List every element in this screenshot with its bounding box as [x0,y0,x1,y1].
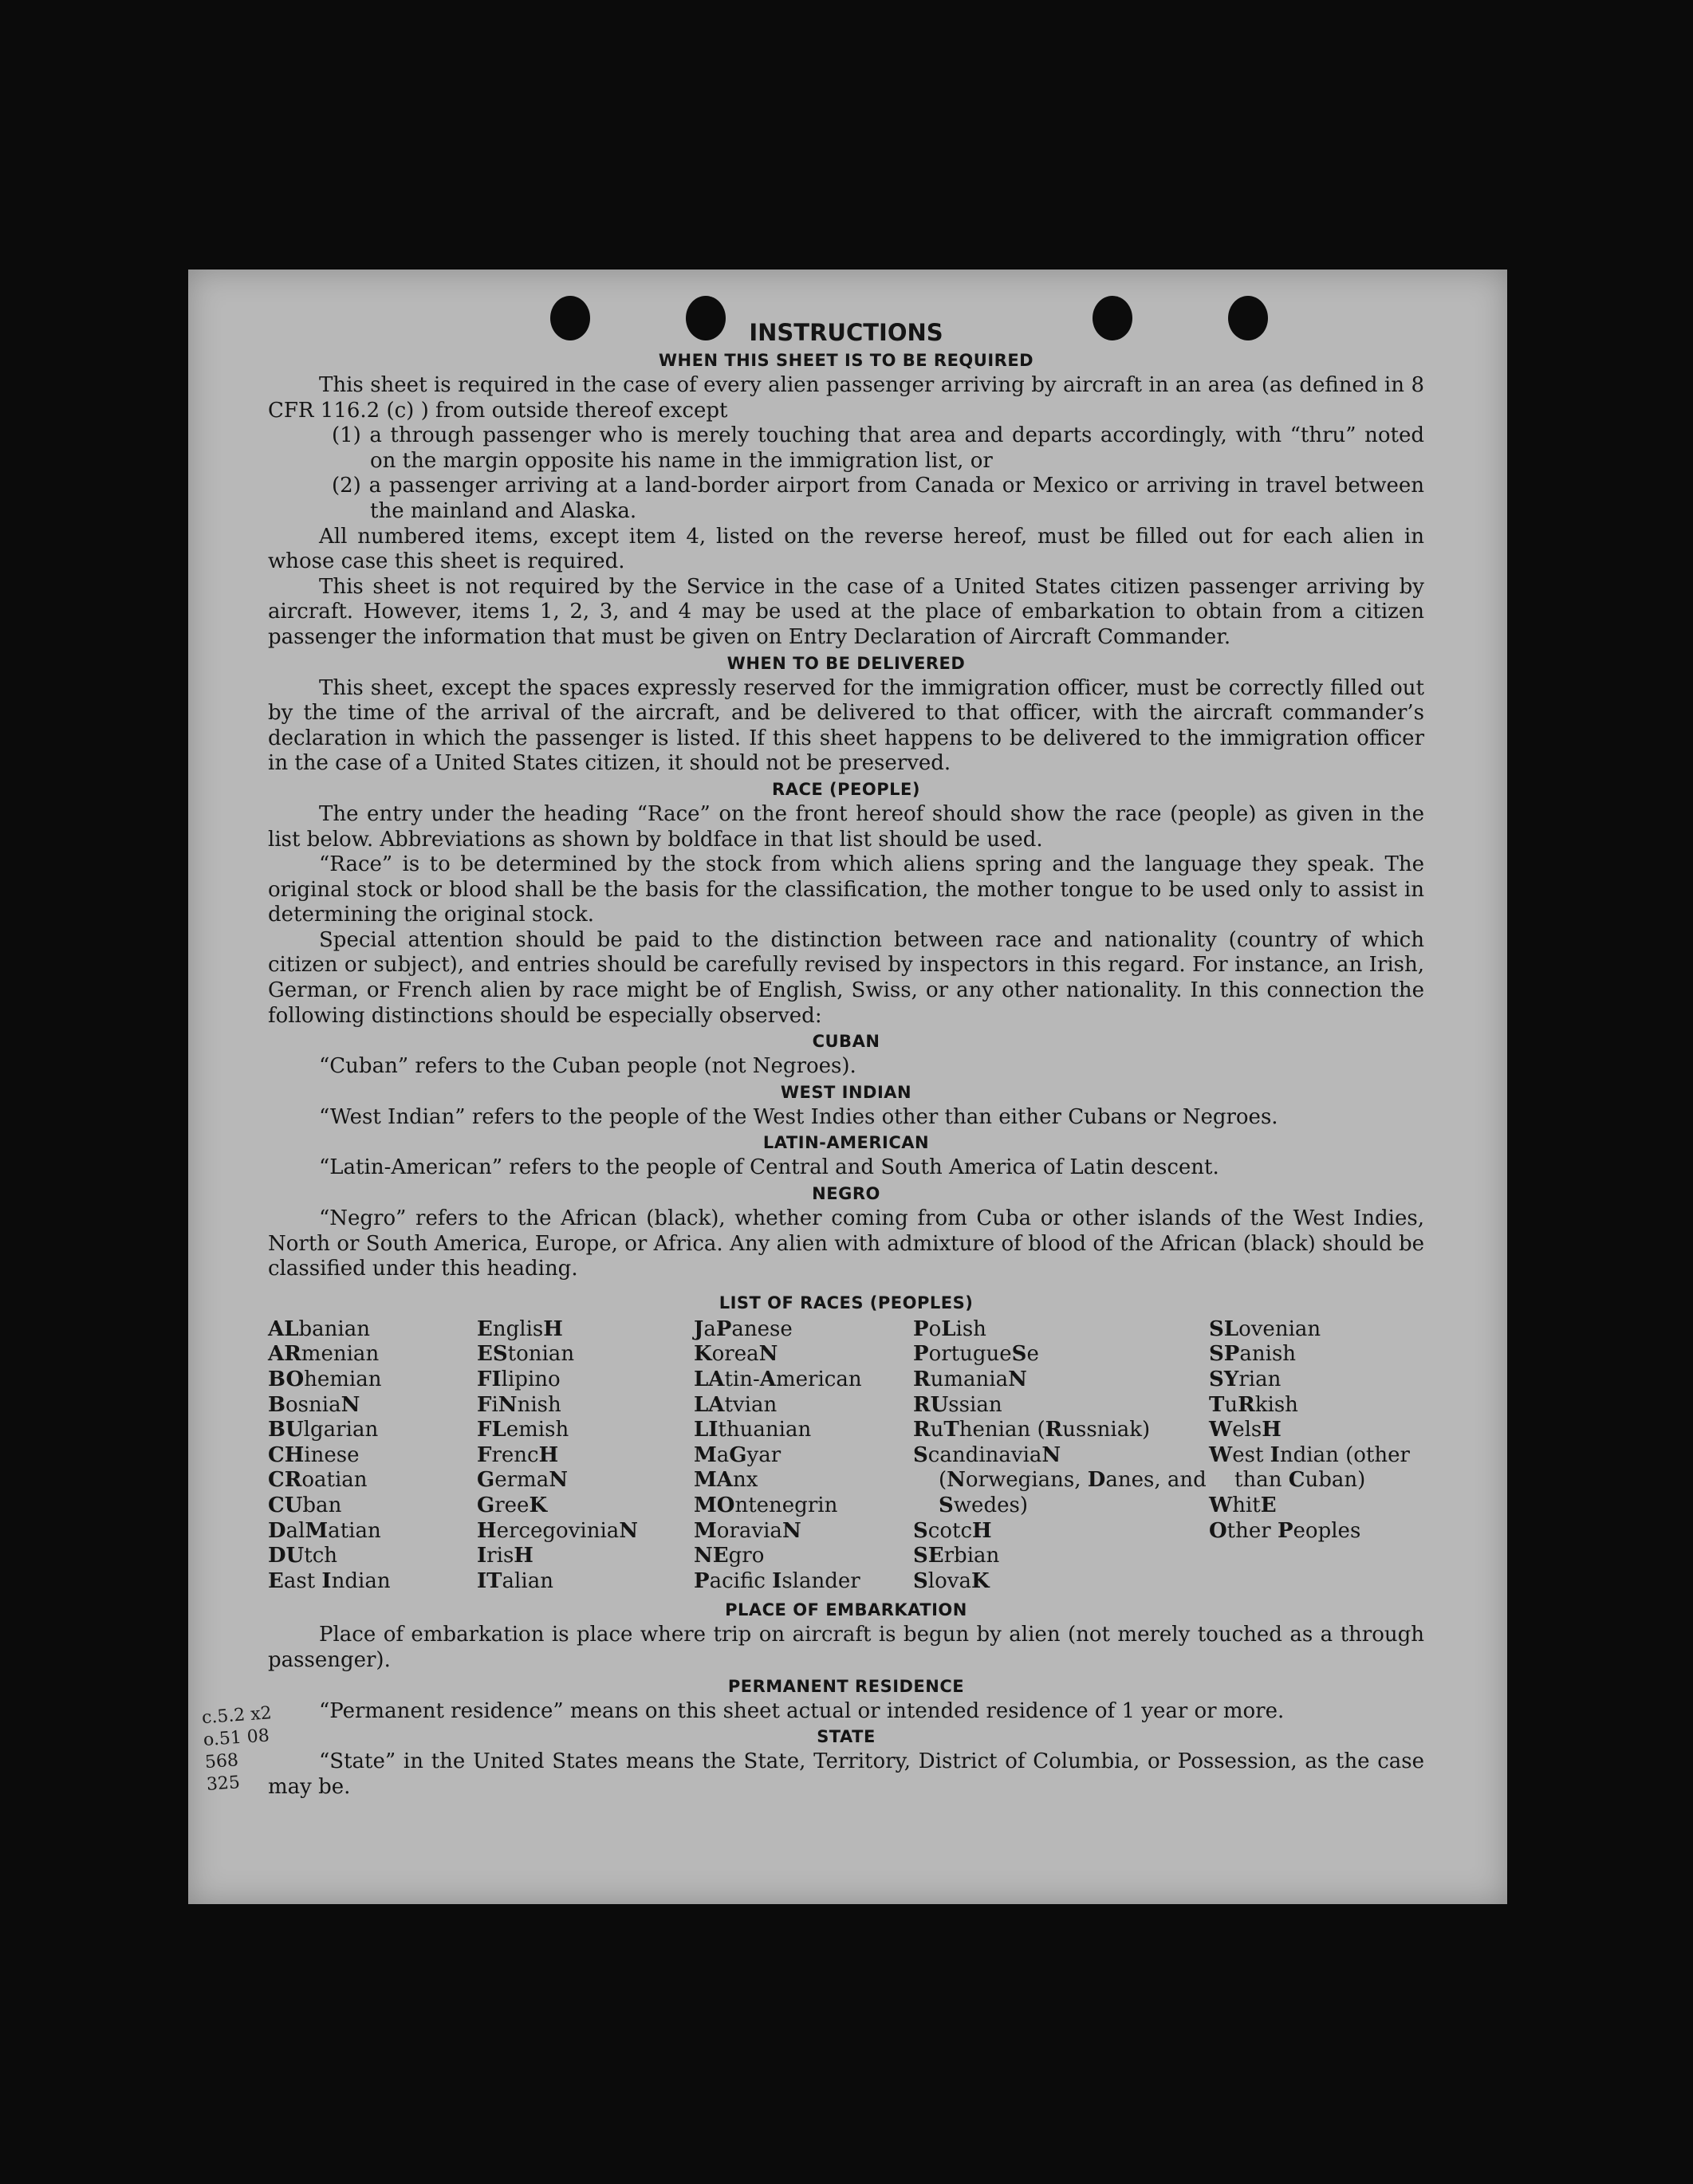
race-entry: LAtin-American [694,1367,862,1391]
paragraph: Place of embarkation is place where trip on aircraft is begun by alien (not merely touched as a through passenger). [268,1623,1424,1672]
scanned-instruction-sheet [188,270,1507,1904]
paragraph: “Latin-American” refers to the people of Central and South America of Latin descent. [319,1155,1219,1180]
race-entry: SYrian [1209,1367,1282,1391]
paragraph: “Negro” refers to the African (black), whether coming from Cuba or other islands of the West Indies, North or South America, Europe, or Africa. Any alien with admixture of blood of the African (black) should be classified under this heading. [268,1206,1424,1281]
heading-state: STATE [817,1727,876,1747]
heading-when-delivered: WHEN TO BE DELIVERED [726,653,966,673]
race-entry: EStonian [477,1342,575,1367]
race-entry: CUban [268,1493,342,1517]
race-entry: RumaniaN [913,1367,1027,1391]
race-entry: MAnx [694,1468,758,1493]
race-entry: GermaN [477,1468,568,1493]
race-entry: FLemish [477,1418,569,1442]
race-entry: Pacifc Islander [694,1568,860,1593]
heading-latin-american: LATIN-AMERICAN [762,1133,930,1153]
race-entry: Other Peoples [1209,1518,1361,1543]
race-entry: WhitE [1209,1493,1277,1517]
heading-west-indian: WEST INDIAN [780,1082,912,1102]
race-entry: BUlgarian [268,1418,379,1442]
paragraph: “West Indian” refers to the people of the West Indies other than either Cubans or Negroes. [319,1104,1278,1129]
race-entry: TuRkish [1209,1392,1298,1417]
paragraph: “Cuban” refers to the Cuban people (not Negroes). [319,1054,856,1079]
paragraph: The entry under the heading “Race” on the front hereof should show the race (people) as given in the list below. Abbreviations as shown by boldface in that list should be used. [268,801,1424,852]
heading-when-required: WHEN THIS SHEET IS TO BE REQUIRED [658,351,1034,370]
race-entry: DUtch [268,1544,337,1568]
paragraph: “Race” is to be determined by the stock from which aliens spring and the language they speak. The original stock or blood shall be the basis for the classification, the mother tongue to be used only to assist in determining the original stock. [268,852,1424,927]
race-entry: GreeK [477,1493,548,1517]
paragraph: All numbered items, except item 4, listed on the reverse hereof, must be filled out for each alien in whose case this sheet is required. [268,524,1424,574]
page-title: INSTRUCTIONS [749,319,943,346]
heading-negro: NEGRO [812,1184,880,1204]
race-entry: LIthuanian [694,1418,812,1442]
exception-item-2: (2) a passenger arriving at a land-border airport from Canada or Mexico or arriving in travel between the mainland and Alaska. [332,474,1424,523]
race-entry: WelsH [1209,1418,1282,1442]
race-entry: RUssian [913,1392,1002,1417]
heading-cuban: CUBAN [812,1032,880,1052]
race-entry: MoraviaN [694,1518,801,1543]
instructions-body [268,317,1424,1800]
race-entry: PortugueSe [913,1342,1039,1367]
race-entry: KoreaN [694,1342,778,1367]
race-entry: RuThenian (Russniak) [913,1418,1151,1442]
paragraph: “State” in the United States means the State, Territory, District of Columbia, or Possession, as the case may be. [268,1749,1424,1799]
race-entry: BOhemian [268,1367,382,1391]
race-entry: SPanish [1209,1342,1297,1367]
race-entry: BosniaN [268,1392,360,1417]
race-entry: JaPanese [694,1316,793,1341]
race-column [913,1317,1209,1595]
race-entry: CHinese [268,1442,360,1467]
margin-note: c.5.2 x2 [201,1703,273,1729]
race-entry: DalMatian [268,1518,381,1543]
race-entry: IrisH [477,1544,533,1568]
race-entry: ARmenian [268,1342,380,1367]
margin-note: 568 [204,1750,239,1773]
paragraph: This sheet is required in the case of every alien passenger arriving by aircraft in an area (as defined in 8 CFR 116.2 (c) ) from outside thereof except [268,373,1424,423]
paragraph: This sheet is not required by the Service in the case of a United States citizen passenger arriving by aircraft. However, items 1, 2, 3, and 4 may be used at the place of embarkation to obtain from a citizen passenger the information that must be given on Entry Declaration of Aircraft Commander. [268,574,1424,649]
race-entry: East Indian [268,1568,391,1593]
race-column [694,1317,913,1595]
race-column [1209,1317,1424,1595]
paragraph: Special attention should be paid to the distinction between race and nationality (country of which citizen or subject), and entries should be carefully revised by inspectors in this regard. For instance, an Irish, German, or French alien by race might be of English, Swiss, or any other nationality. In this connection the following distinctions should be especially observed: [268,927,1424,1028]
paragraph: This sheet, except the spaces expressly reserved for the immigration officer, must be correctly filled out by the time of the arrival of the aircraft, and be delivered to that officer, with the aircraft commander’s declaration in which the passenger is listed. If this sheet happens to be delivered to the immigration officer in the case of a United States citizen, it should not be preserved. [268,675,1424,776]
race-entry: ScotcH [913,1518,992,1543]
race-entry: CRoatian [268,1468,368,1493]
race-entry: MaGyar [694,1442,782,1467]
exception-item-1: (1) a through passenger who is merely touching that area and departs accordingly, with “thru” noted on the margin opposite his name in the immigration list, or [332,423,1424,473]
heading-permanent-residence: PERMANENT RESIDENCE [727,1676,965,1696]
race-entry: SErbian [913,1544,1000,1568]
race-entry: ScandinaviaN (Norwegians, Danes, and Swedes) [913,1442,1207,1517]
race-entry: MOntenegrin [694,1493,838,1517]
race-column [268,1317,477,1595]
race-entry: FiNnish [477,1392,561,1417]
race-entry: EnglisH [477,1316,563,1341]
race-list [268,1317,1424,1595]
race-entry: SlovaK [913,1568,990,1593]
race-entry: SLovenian [1209,1316,1321,1341]
paragraph: “Permanent residence” means on this sheet actual or intended residence of 1 year or more. [319,1698,1285,1723]
race-entry: PoLish [913,1316,986,1341]
handwritten-margin-notes [201,1702,279,1796]
margin-note: 325 [206,1773,241,1796]
race-column [477,1317,694,1595]
race-entry: ALbanian [268,1316,370,1341]
race-entry: FIlipino [477,1367,561,1391]
race-entry: ITalian [477,1568,553,1593]
race-entry: FrencH [477,1442,559,1467]
heading-list-of-races: LIST OF RACES (PEOPLES) [719,1293,974,1312]
race-entry: West Indian (other than Cuban) [1209,1442,1410,1493]
race-entry: LAtvian [694,1392,778,1417]
race-entry: NEgro [694,1544,765,1568]
margin-note: o.51 08 [203,1726,270,1751]
heading-place-of-embarkation: PLACE OF EMBARKATION [725,1600,967,1620]
heading-race: RACE (PEOPLE) [772,779,920,799]
race-entry: HercegoviniaN [477,1518,639,1543]
